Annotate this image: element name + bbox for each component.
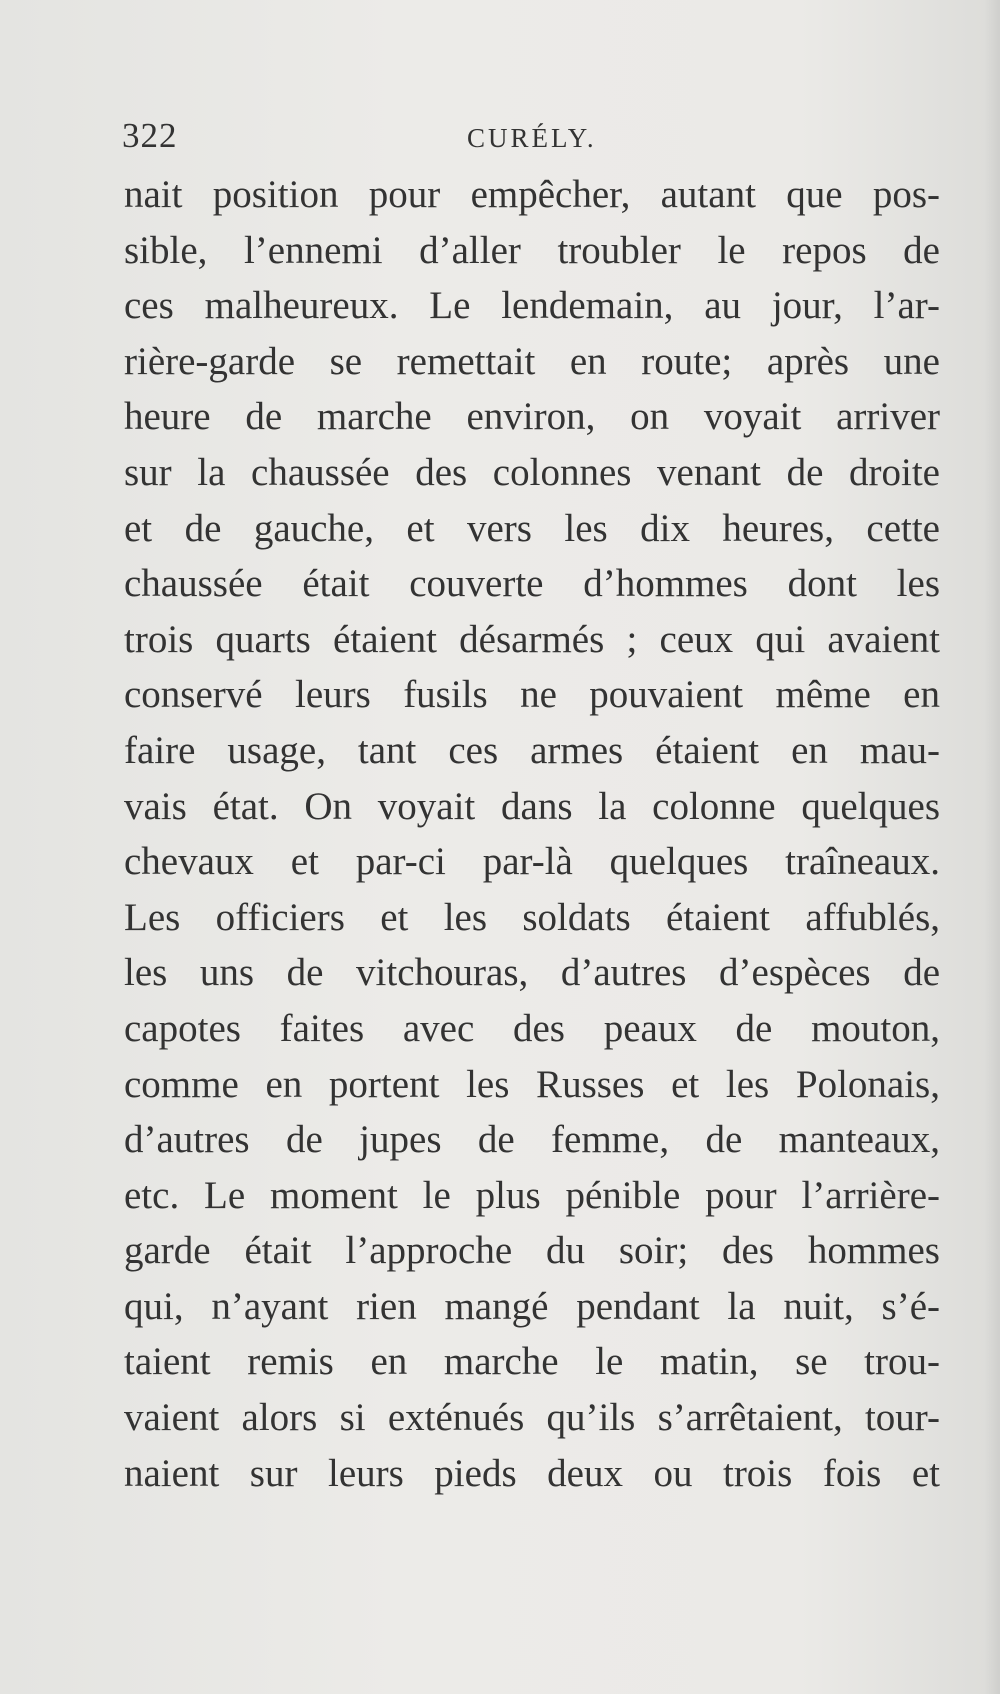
body-text (124, 167, 940, 1501)
text-line: nait position pour empêcher, autant que pos- (124, 173, 940, 216)
text-line: trois quarts étaient désarmés ; ceux qui avaient (124, 617, 940, 661)
text-line: naient sur leurs pieds deux ou trois fois et (124, 1451, 940, 1495)
text-line: ces malheureux. Le lendemain, au jour, l’ar- (124, 284, 940, 328)
text-line: comme en portent les Russes et les Polonais, (124, 1062, 940, 1106)
text-line: faire usage, tant ces armes étaient en mau- (124, 728, 940, 772)
text-line: conservé leurs fusils ne pouvaient même en (124, 673, 940, 717)
text-line: chevaux et par-ci par-là quelques traîneaux. (124, 840, 940, 884)
text-line: garde était l’approche du soir; des hommes (124, 1229, 940, 1273)
text-line: Les officiers et les soldats étaient affublés, (124, 895, 940, 939)
text-line: sur la chaussée des colonnes venant de droite (124, 450, 940, 494)
running-title: CURÉLY. (467, 123, 597, 153)
text-line: rière-garde se remettait en route; après une (124, 339, 940, 383)
page-number: 322 (122, 116, 178, 155)
page-edge-shadow (984, 0, 1000, 1694)
text-line: les uns de vitchouras, d’autres d’espèces de (124, 951, 940, 995)
text-line: et de gauche, et vers les dix heures, cette (124, 506, 940, 550)
running-head (122, 108, 940, 164)
text-line: chaussée était couverte d’hommes dont les (124, 562, 940, 606)
text-line: taient remis en marche le matin, se trou- (124, 1340, 940, 1384)
text-line: etc. Le moment le plus pénible pour l’arrière- (124, 1173, 940, 1217)
text-line: qui, n’ayant rien mangé pendant la nuit, s’é- (124, 1284, 940, 1328)
text-line: capotes faites avec des peaux de mouton, (124, 1006, 940, 1050)
text-line: d’autres de jupes de femme, de manteaux, (124, 1118, 940, 1162)
text-line: vais état. On voyait dans la colonne quelques (124, 784, 940, 828)
text-line: sible, l’ennemi d’aller troubler le repos de (124, 228, 940, 272)
text-line: vaient alors si exténués qu’ils s’arrêtaient, tour- (124, 1396, 940, 1440)
text-line: heure de marche environ, on voyait arriver (124, 395, 940, 439)
